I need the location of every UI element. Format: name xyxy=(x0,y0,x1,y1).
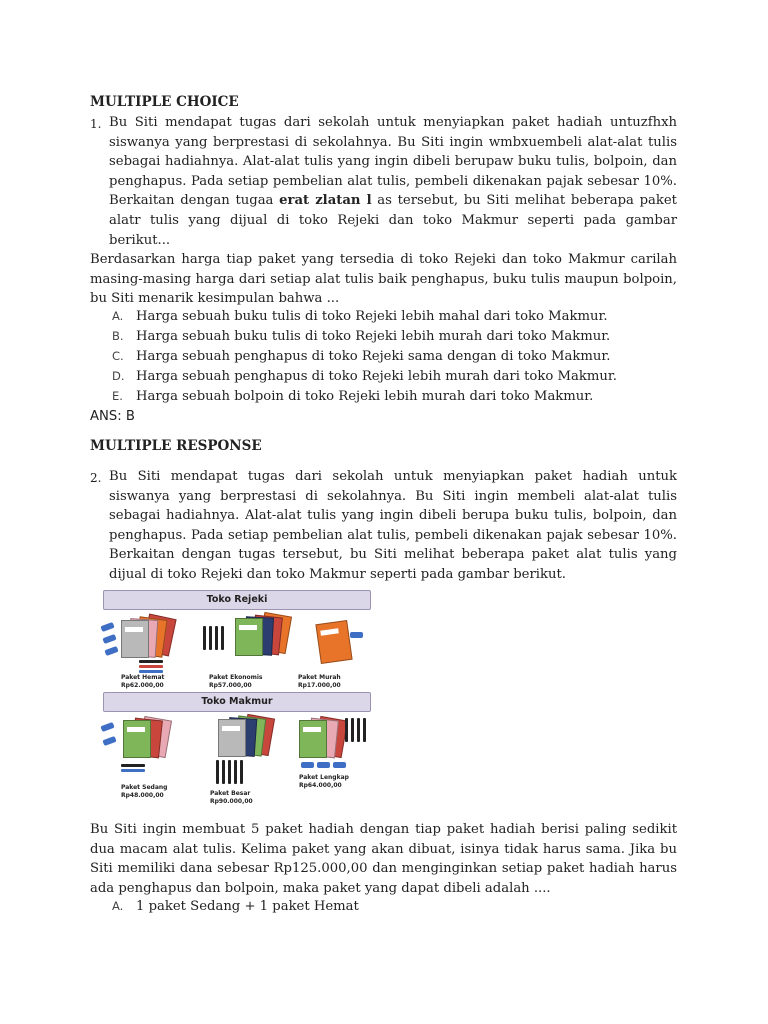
package-price: Rp62.000,00 xyxy=(121,682,164,689)
answer-key: ANS: B xyxy=(90,409,135,424)
question-2-text: Bu Siti mendapat tugas dari sekolah untuk menyiapkan paket hadiah untuk siswanya yang berprestasi di sekolahnya. Bu Siti ingin membeli alat-alat tulis sebagai hadiahnya. Alat-alat tulis yang ingin dibeli berupa buku tulis, bolpoin, dan penghapus. Pada setiap pembelian alat tulis, pembeli dikenakan pajak sebesar 10%. Berkaitan dengan tugas tersebut, bu Siti melihat beberapa paket alat tulis yang dijual di toko Rejeki dan toko Makmur seperti pada gambar berikut. xyxy=(109,469,677,582)
pen-icon xyxy=(139,660,163,663)
eraser-icon xyxy=(104,646,118,656)
notebook-icon xyxy=(299,720,327,758)
pen-icon xyxy=(228,760,231,784)
pen-icon xyxy=(363,718,366,742)
package-price: Rp17.000,00 xyxy=(298,682,341,689)
section-heading-multiple-response: MULTIPLE RESPONSE xyxy=(90,438,262,454)
question-1-text-part1: Bu Siti mendapat tugas dari sekolah untuk menyiapkan paket hadiah untuzfhxh siswanya yang berprestasi di sekolahnya. Bu Siti ingin wmbxuembeli alat-alat tulis sebagai hadiahnya. Alat-alat tulis yang ingin dibeli berupaw buku tulis, bolpoin, dan penghapus. Pada setiap pembelian alat tulis, pembeli dikenakan pajak sebesar 10%. Berkaitan dengan tugaa xyxy=(109,115,677,209)
package-name: Paket Besar xyxy=(210,790,251,797)
package-name: Paket Sedang xyxy=(121,784,168,791)
pen-icon xyxy=(215,626,218,650)
pen-icon xyxy=(139,670,163,673)
eraser-icon xyxy=(350,632,363,638)
pen-icon xyxy=(222,760,225,784)
option-text: Harga sebuah bolpoin di toko Rejeki lebih murah dari toko Makmur. xyxy=(136,389,594,404)
package-ekonomis xyxy=(199,612,294,692)
pen-icon xyxy=(357,718,360,742)
option-letter: A. xyxy=(112,899,124,913)
store-banner-makmur: Toko Makmur xyxy=(103,692,371,712)
pen-icon xyxy=(345,718,348,742)
notebook-icon xyxy=(315,620,352,664)
package-hemat xyxy=(99,612,189,692)
option-text: Harga sebuah buku tulis di toko Rejeki lebih mahal dari toko Makmur. xyxy=(136,309,608,324)
package-name: Paket Ekonomis xyxy=(209,674,263,681)
option-c[interactable] xyxy=(112,349,610,369)
stationery-packages-figure xyxy=(99,588,373,812)
package-murah xyxy=(294,612,373,692)
question-1-text-part2: as tersebut, bu Siti melihat beberapa paket alatr tulis yang dijual di toko Rejeki dan toko Makmur seperti pada gambar berikut... xyxy=(109,193,677,248)
notebook-icon xyxy=(218,719,246,757)
package-name: Paket Murah xyxy=(298,674,341,681)
notebook-icon xyxy=(235,618,263,656)
eraser-icon xyxy=(100,622,114,632)
question-number: 2. xyxy=(90,471,102,485)
option-text: Harga sebuah penghapus di toko Rejeki sama dengan di toko Makmur. xyxy=(136,349,611,364)
option-text: 1 paket Sedang + 1 paket Hemat xyxy=(136,899,359,914)
package-price: Rp64.000,00 xyxy=(299,782,342,789)
option-letter: E. xyxy=(112,389,123,403)
question-number: 1. xyxy=(90,117,102,131)
notebook-icon xyxy=(121,620,149,658)
option-text: Harga sebuah buku tulis di toko Rejeki lebih murah dari toko Makmur. xyxy=(136,329,611,344)
pen-icon xyxy=(351,718,354,742)
eraser-icon xyxy=(102,634,116,644)
option-letter: B. xyxy=(112,329,124,343)
option-e[interactable] xyxy=(112,389,593,409)
question-2-stem: Bu Siti ingin membuat 5 paket hadiah dengan tiap paket hadiah berisi paling sedikit dua macam alat tulis. Kelima paket yang akan dibuat, isinya tidak harus sama. Jika bu Siti memiliki dana sebesar Rp125.000,00 dan menginginkan setiap paket hadiah harus ada penghapus dan bolpoin, maka paket yang dapat dibeli adalah .... xyxy=(90,822,677,896)
option-a[interactable] xyxy=(112,309,608,329)
notebook-icon xyxy=(123,720,151,758)
eraser-icon xyxy=(301,762,314,768)
package-name: Paket Hemat xyxy=(121,674,165,681)
pen-icon xyxy=(121,764,145,767)
pen-icon xyxy=(216,760,219,784)
option-d[interactable] xyxy=(112,369,617,389)
question-1-text-bold: erat zlatan l xyxy=(279,193,372,209)
option-letter: C. xyxy=(112,349,124,363)
package-sedang xyxy=(99,714,194,810)
question-1-stem: Berdasarkan harga tiap paket yang tersedia di toko Rejeki dan toko Makmur carilah masing-masing harga dari setiap alat tulis baik penghapus, buku tulis maupun bolpoin, bu Siti menarik kesimpulan bahwa ... xyxy=(90,252,677,307)
eraser-icon xyxy=(100,722,114,732)
store-banner-rejeki: Toko Rejeki xyxy=(103,590,371,610)
package-name: Paket Lengkap xyxy=(299,774,349,781)
option-text: Harga sebuah penghapus di toko Rejeki lebih murah dari toko Makmur. xyxy=(136,369,617,384)
option-letter: A. xyxy=(112,309,124,323)
package-price: Rp48.000,00 xyxy=(121,792,164,799)
eraser-icon xyxy=(317,762,330,768)
package-lengkap xyxy=(287,714,373,810)
package-besar xyxy=(194,714,294,810)
pen-icon xyxy=(234,760,237,784)
package-price: Rp57.000,00 xyxy=(209,682,252,689)
option-b[interactable] xyxy=(112,329,610,349)
pen-icon xyxy=(209,626,212,650)
question-1-text xyxy=(109,113,677,250)
pen-icon xyxy=(203,626,206,650)
section-heading-multiple-choice: MULTIPLE CHOICE xyxy=(90,94,239,110)
pen-icon xyxy=(240,760,243,784)
option-a[interactable] xyxy=(112,899,359,919)
package-price: Rp90.000,00 xyxy=(210,798,253,805)
option-letter: D. xyxy=(112,369,125,383)
pen-icon xyxy=(121,769,145,772)
pen-icon xyxy=(139,665,163,668)
eraser-icon xyxy=(333,762,346,768)
eraser-icon xyxy=(102,736,116,746)
pen-icon xyxy=(221,626,224,650)
